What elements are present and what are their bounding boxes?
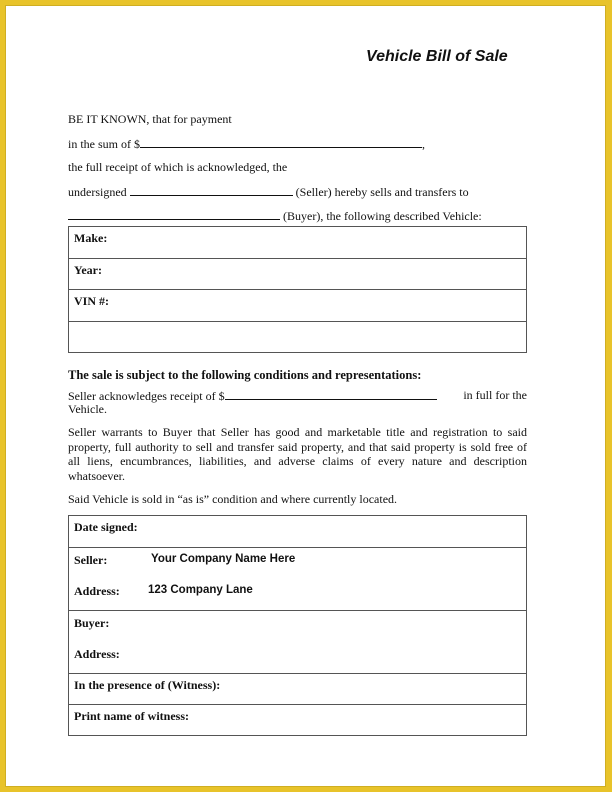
witness-print-row[interactable] bbox=[69, 705, 526, 735]
document-title: Vehicle Bill of Sale bbox=[366, 48, 508, 65]
buyer-label: Buyer: bbox=[74, 616, 110, 630]
make-row[interactable] bbox=[69, 227, 526, 259]
witness-print-label: Print name of witness: bbox=[74, 709, 189, 723]
seller-row[interactable] bbox=[69, 548, 526, 611]
signature-table bbox=[68, 515, 527, 736]
year-label: Year: bbox=[74, 263, 102, 277]
buyer-vehicle-text: (Buyer), the following described Vehicle: bbox=[283, 209, 482, 223]
buyer-address-label: Address: bbox=[74, 647, 120, 661]
buyer-name-field[interactable] bbox=[68, 208, 280, 220]
sum-prefix: in the sum of $ bbox=[68, 137, 140, 151]
witness-row[interactable] bbox=[69, 674, 526, 705]
receipt-amount-field[interactable] bbox=[225, 388, 437, 400]
make-label: Make: bbox=[74, 231, 108, 245]
seller-name-field[interactable] bbox=[130, 184, 293, 196]
date-signed-label: Date signed: bbox=[74, 520, 138, 534]
vehicle-table bbox=[68, 226, 527, 353]
conditions-heading: The sale is subject to the following conditions and representations: bbox=[68, 368, 422, 382]
receipt-prefix: Seller acknowledges receipt of $ bbox=[68, 389, 225, 403]
intro-line-5 bbox=[68, 208, 482, 223]
year-row[interactable] bbox=[69, 259, 526, 290]
seller-address-label: Address: bbox=[74, 584, 120, 598]
warranty-paragraph: Seller warrants to Buyer that Seller has good and marketable title and registration to said property, full authority to sell and transfer said property, and that said property is sold free of all liens, encumbrances, liabilities, and adverse claims of every nature and description whatsoever. bbox=[68, 425, 527, 483]
seller-value: Your Company Name Here bbox=[151, 553, 296, 565]
receipt-line-2: Vehicle. bbox=[68, 402, 107, 416]
vin-label: VIN #: bbox=[74, 294, 109, 308]
undersigned-label: undersigned bbox=[68, 185, 127, 199]
vehicle-extra-row[interactable] bbox=[69, 322, 526, 352]
buyer-row[interactable] bbox=[69, 611, 526, 674]
document-page bbox=[5, 5, 606, 787]
date-signed-row[interactable] bbox=[69, 516, 526, 548]
payment-amount-field[interactable] bbox=[140, 136, 422, 148]
intro-line-1: BE IT KNOWN, that for payment bbox=[68, 112, 232, 126]
witness-label: In the presence of (Witness): bbox=[74, 678, 221, 692]
receipt-line bbox=[68, 388, 527, 403]
seller-label: Seller: bbox=[74, 553, 108, 567]
intro-line-2 bbox=[68, 136, 425, 151]
sum-suffix: , bbox=[422, 137, 425, 151]
seller-transfer-text: (Seller) hereby sells and transfers to bbox=[295, 185, 469, 199]
vin-row[interactable] bbox=[69, 290, 526, 322]
intro-line-3: the full receipt of which is acknowledged, the bbox=[68, 160, 288, 174]
intro-line-4 bbox=[68, 184, 469, 199]
receipt-suffix: in full for the bbox=[463, 388, 527, 402]
seller-address-value: 123 Company Lane bbox=[148, 584, 253, 596]
as-is-statement: Said Vehicle is sold in “as is” condition and where currently located. bbox=[68, 492, 398, 506]
